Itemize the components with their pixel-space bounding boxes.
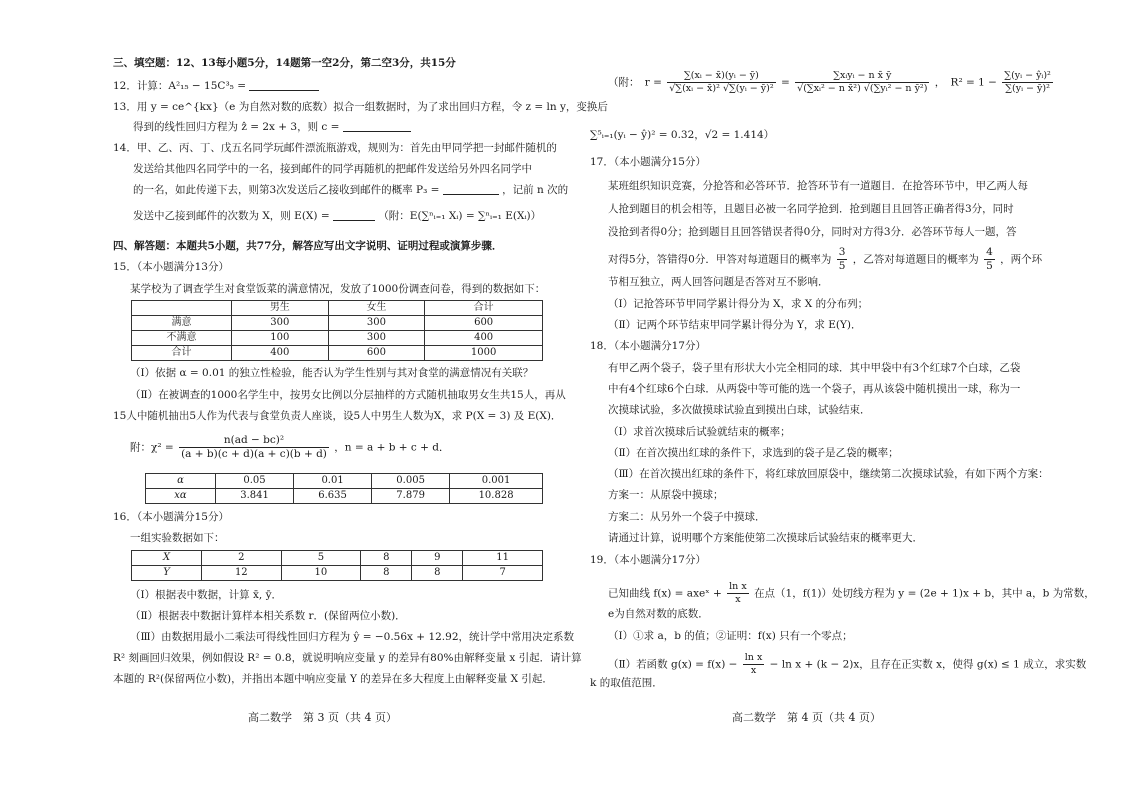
answer-blank — [249, 80, 319, 91]
question-14-line1: 14．甲、乙、丙、丁、戊五名同学玩邮件漂流瓶游戏，规则为：首先由甲同学把一封邮件随机的 — [113, 142, 557, 154]
question-17-line5: 节相互独立，两人回答问题是否答对互不影响． — [608, 276, 829, 288]
question-15-intro: 某学校为了调查学生对食堂饭菜的满意情况，发放了1000份调查问卷，得到的数据如下： — [130, 283, 546, 295]
question-16-part3-line3: 本题的 R²(保留两位小数)，并指出本题中响应变量 Y 的差异在多大程度上由解释变量 X 引起． — [113, 673, 553, 685]
question-18-scheme2: 方案二：从另外一个袋子中摸球． — [608, 511, 766, 523]
question-19-part2: （Ⅱ）若函数 g(x) = f(x) − $\frac{\text{ln x}}{x}$ − ln x + (k − 2)x，且存在正实数 x，使得 g(x) ≤ 1 成立，求实数 — [608, 652, 1087, 676]
formula-appendix: （附： r = $\frac{\text{∑(xᵢ − x̄)(yᵢ − ȳ)}}{\text{√∑(xᵢ − x̄)² √∑(yᵢ − ȳ)²}}$ = $\frac{\text{∑xᵢyᵢ − n x̄ ȳ}}{\text{√(∑xᵢ² − n x̄²) √(∑yᵢ² − n ȳ²)}}$ ， R² = 1 − $\frac{\text{∑(yᵢ − ŷᵢ)²}}{\text{∑(yᵢ − ȳ)²}}$ — [608, 70, 1051, 94]
table-row: 满意 300 300 600 — [132, 316, 543, 331]
question-14-line4: 发送中乙接到邮件的次数为 X，则 E(X) = （附：E(∑ⁿᵢ₌₁ Xᵢ) = ∑ⁿᵢ₌₁ E(Xᵢ)） — [133, 210, 542, 222]
question-15-part2-line1: （Ⅱ）在被调查的1000名学生中，按男女比例以分层抽样的方式随机抽取男女生共15人，再从 — [130, 389, 566, 401]
question-18-title: 18．（本小题满分17分） — [590, 340, 706, 352]
question-18-part2: （Ⅱ）在首次摸出红球的条件下，求选到的袋子是乙袋的概率； — [608, 447, 899, 459]
question-16-title: 16．（本小题满分15分） — [113, 511, 229, 523]
question-12: 12．计算：A²₁₅ − 15C³₅ = — [113, 80, 319, 93]
question-18-scheme1: 方案一：从原袋中摸球； — [608, 489, 724, 501]
question-15-part1: （Ⅰ）依据 α = 0.01 的独立性检验，能否认为学生性别与其对食堂的满意情况有关联？ — [130, 367, 534, 379]
question-17-line3: 没抢到者得0分；抢到题目且回答错误者得0分，同时对方得3分．必答环节每人一题，答 — [608, 226, 1017, 238]
survey-table — [131, 300, 543, 361]
question-13-line2: 得到的线性回归方程为 ẑ = 2x + 3，则 c = — [133, 121, 411, 134]
chi-square-formula: 附：χ² = $\frac{\text{n(ad − bc)²}}{(a + b)(c + d)(a + c)(b + d)}$ ，n = a + b + c + d． — [130, 434, 450, 461]
table-row: α 0.05 0.01 0.005 0.001 — [146, 474, 543, 489]
table-row: 不满意 100 300 400 — [132, 331, 543, 346]
table-row: Y 12 10 8 8 7 — [132, 566, 543, 581]
question-13-line1: 13．用 y = ce^{kx}（e 为自然对数的底数）拟合一组数据时，为了求出回归方程，令 z = ln y，变换后 — [113, 101, 608, 113]
question-19-line2: e为自然对数的底数． — [608, 608, 709, 620]
answer-blank — [443, 184, 499, 195]
question-17-part2: （Ⅱ）记两个环节结束甲同学累计得分为 Y，求 E(Y)． — [608, 319, 862, 331]
question-16-part2: （Ⅱ）根据表中数据计算样本相关系数 r．(保留两位小数)． — [130, 610, 406, 622]
question-16-intro: 一组实验数据如下： — [130, 532, 225, 544]
question-17-part1: （Ⅰ）记抢答环节甲同学累计得分为 X，求 X 的分布列； — [608, 298, 869, 310]
question-19-part2-line2: k 的取值范围． — [590, 677, 663, 689]
question-16-part1: （Ⅰ）根据表中数据，计算 x̄, ȳ． — [130, 589, 283, 601]
question-18-line3: 次摸球试验，多次做摸球试验直到摸出白球，试验结束． — [608, 404, 871, 416]
question-17-line2: 人抢到题目的机会相等，且题目必被一名同学抢到．抢到题目且回答正确者得3分，同时 — [608, 203, 1014, 215]
question-17-line4: 对得5分，答错得0分．甲答对每道题目的概率为 $\frac{3}{5}$ ，乙答对每道题目的概率为 $\frac{4}{5}$ ，两个环 — [608, 246, 1043, 273]
question-19-part1: （Ⅰ）①求 a，b 的值；②证明：f(x) 只有一个零点； — [608, 630, 853, 642]
table-row: 合计 400 600 1000 — [132, 346, 543, 361]
table-row: 男生 女生 合计 — [132, 301, 543, 316]
question-18-part3: （Ⅲ）在首次摸出红球的条件下，将红球放回原袋中，继续第二次摸球试验，有如下两个方案： — [608, 468, 1049, 480]
table-row: xα 3.841 6.635 7.879 10.828 — [146, 489, 543, 504]
experiment-data-table — [131, 550, 543, 581]
page-footer-right: 高二数学 第 4 页（共 4 页） — [732, 711, 881, 724]
question-14-line3: 的一名，如此传递下去，则第3次发送后乙接收到邮件的概率 P₃ = ，记前 n 次的 — [133, 184, 569, 196]
question-17-title: 17．（本小题满分15分） — [590, 156, 706, 168]
section-4-heading: 四、解答题：本题共5小题，共77分，解答应写出文字说明、证明过程或演算步骤． — [113, 240, 503, 252]
question-19-title: 19．（本小题满分17分） — [590, 554, 706, 566]
question-18-part1: （Ⅰ）求首次摸球后试验就结束的概率； — [608, 426, 791, 438]
question-19-line1: 已知曲线 f(x) = axeˣ + $\frac{\text{ln x}}{x}$ 在点（1，f(1)）处切线方程为 y = (2e + 1)x + b，其中 a，b 为常数， — [608, 581, 1095, 605]
question-18-ending: 请通过计算，说明哪个方案能使第二次摸球后试验结束的概率更大． — [608, 532, 923, 544]
question-18-line2: 中有4个红球6个白球．从两袋中等可能的选一个袋子，再从该袋中随机摸出一球，称为一 — [608, 383, 1021, 395]
answer-blank — [343, 121, 411, 132]
section-3-heading: 三、填空题：12、13每小题5分，14题第一空2分，第二空3分，共15分 — [113, 57, 456, 69]
question-15-part2-line2: 15人中随机抽出5人作为代表与食堂负责人座谈，设5人中男生人数为X，求 P(X = 3) 及 E(X)． — [113, 410, 562, 422]
question-17-line1: 某班组织知识竞赛，分抢答和必答环节．抢答环节有一道题目．在抢答环节中，甲乙两人每 — [608, 180, 1028, 192]
question-18-line1: 有甲乙两个袋子，袋子里有形状大小完全相同的球．其中甲袋中有3个红球7个白球，乙袋 — [608, 362, 1021, 374]
page-footer-left: 高二数学 第 3 页（共 4 页） — [248, 711, 397, 724]
question-16-part3-line2: R² 刻画回归效果，例如假设 R² = 0.8，就说明响应变量 y 的差异有80%由解释变量 x 引起．请计算 — [113, 652, 582, 664]
question-14-line2: 发送给其他四名同学中的一名，接到邮件的同学再随机的把邮件发送给另外四名同学中 — [133, 163, 532, 175]
formula-appendix-line2: ∑⁵ᵢ₌₁(yᵢ − ŷ)² = 0.32，√2 = 1.414） — [590, 129, 775, 141]
answer-blank — [333, 210, 375, 221]
table-row: X 2 5 8 9 11 — [132, 551, 543, 566]
question-15-title: 15．（本小题满分13分） — [113, 261, 229, 273]
question-16-part3-line1: （Ⅲ）由数据用最小二乘法可得线性回归方程为 ŷ = −0.56x + 12.92，统计学中常用决定系数 — [130, 631, 574, 643]
critical-value-table — [145, 473, 543, 504]
